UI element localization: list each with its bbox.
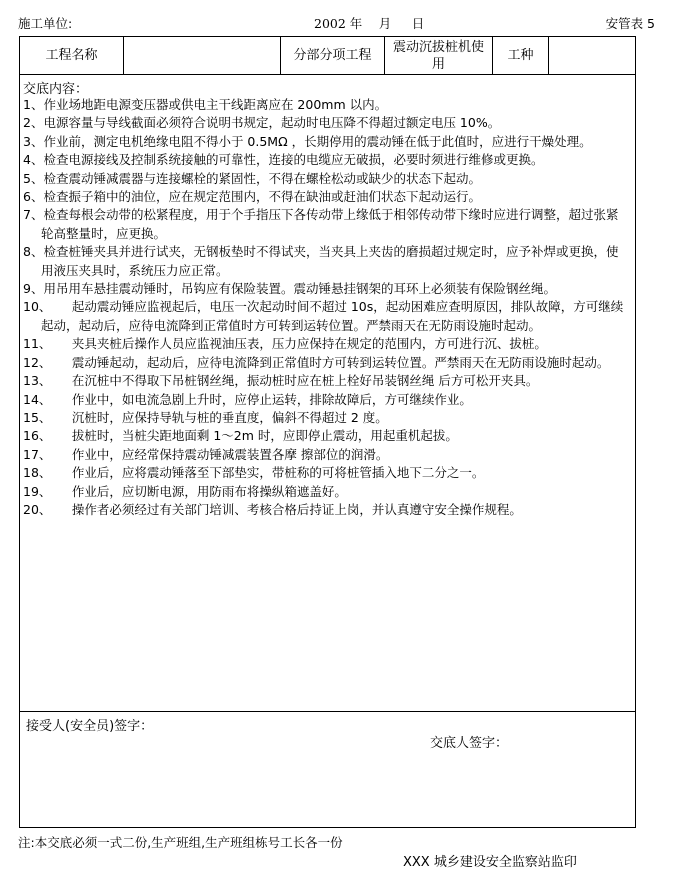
list-item: 8、检查桩锤夹具并进行试夹，无钢板垫时不得试夹，当夹具上夹齿的磨损超过规定时，应予补焊或更换，使用液压夹具时，系统压力应正常。 <box>23 244 619 278</box>
table-header-row <box>20 37 635 75</box>
work-type-value <box>549 37 635 74</box>
sub-project-value: 震动沉拔桩机使用 <box>385 37 493 74</box>
list-item: 18、 作业后，应将震动锤落至下部垫实，带桩称的可将桩管插入地下二分之一。 <box>23 465 485 481</box>
project-name-label: 工程名称 <box>20 37 124 74</box>
list-item: 3、作业前，测定电机绝缘电阻不得小于 0.5MΩ ，长期停用的震动锤在低于此值时，应进行干燥处理。 <box>23 133 592 149</box>
project-name-value <box>124 37 281 74</box>
discloser-signature-label: 交底人签字： <box>430 736 509 751</box>
list-item: 14、 作业中，如电流急剧上升时，应停止运转，排除故障后，方可继续作业。 <box>23 391 472 407</box>
footer-note: 注:本交底必须一式二份,生产班组,生产班组栋号工长各一份 <box>18 835 343 850</box>
content-heading: 交底内容： <box>23 82 89 97</box>
list-item: 17、 作业中，应经常保持震动锤减震装置各摩 擦部位的润滑。 <box>23 446 389 462</box>
list-item: 16、 拔桩时，当桩尖距地面剩 1～2m 时，应即停止震动，用起重机起拔。 <box>23 428 458 444</box>
list-item: 7、检查每根会动带的松紧程度，用于个手指压下各传动带上缘低于相邻传动带下缘时应进行调整，超过张紧轮高整量时，应更换。 <box>23 207 619 241</box>
construction-unit-label: 施工单位: <box>18 16 73 31</box>
form-top-line <box>18 14 655 32</box>
list-item: 1、作业场地距电源变压器或供电主干线距离应在 200mm 以内。 <box>23 97 388 112</box>
list-item: 13、 在沉桩中不得取下吊桩钢丝绳，振动桩时应在桩上栓好吊装钢丝绳 后方可松开夹具。 <box>23 373 539 389</box>
list-item: 6、检查振子箱中的油位，应在规定范围内，不得在缺油或赶油们状态下起动运行。 <box>23 189 481 205</box>
list-item: 15、 沉桩时，应保持导轨与桩的垂直度，偏斜不得超过 2 度。 <box>23 409 388 425</box>
instruction-list <box>23 96 627 519</box>
list-item: 4、检查电源接线及控制系统接触的可靠性，连接的电缆应无破损，必要时须进行维修或更换。 <box>23 152 544 168</box>
form-number: 安管表 5 <box>605 16 655 31</box>
work-type-label: 工种 <box>493 37 549 74</box>
receiver-signature-label: 接受人(安全员)签字： <box>26 719 154 734</box>
date-line: 2002 年 月 日 <box>314 16 425 31</box>
list-item: 9、用吊用车悬挂震动锤时，吊钩应有保险装置。震动锤悬挂钢架的耳环上必须装有保险钢丝绳。 <box>23 281 556 297</box>
list-item: 20、 操作者必须经过有关部门培训、考核合格后持证上岗，并认真遵守安全操作规程。 <box>23 501 522 517</box>
list-item: 11、 夹具夹桩后操作人员应监视油压表，压力应保持在规定的范围内，方可进行沉、拔桩。 <box>23 336 547 352</box>
sub-project-label: 分部分项工程 <box>281 37 385 74</box>
list-item: 12、 震动锤起动，起动后，应待电流降到正常值时方可转到运转位置。严禁雨天在无防雨设施时起动。 <box>23 354 610 370</box>
list-item: 5、检查震动锤减震器与连接螺栓的紧固性，不得在螺栓松动或缺少的状态下起动。 <box>23 170 481 186</box>
list-item: 2、电源容量与导线截面必须符合说明书规定，起动时电压降不得超过额定电压 10%。 <box>23 115 501 131</box>
supervision-stamp: XXX 城乡建设安全监察站监印 <box>403 855 577 870</box>
list-item: 19、 作业后，应切断电源，用防雨布将操纵箱遮盖好。 <box>23 483 347 499</box>
form-table <box>19 36 636 828</box>
list-item: 10、 起动震动锤应监视起后，电压一次起动时间不超过 10s，起动困难应查明原因，排队故障，方可继续起动，起动后，应待电流降到正常值时方可转到运转位置。严禁雨天在无防雨设施时起动。 <box>23 299 624 333</box>
receiver-section <box>20 711 635 828</box>
